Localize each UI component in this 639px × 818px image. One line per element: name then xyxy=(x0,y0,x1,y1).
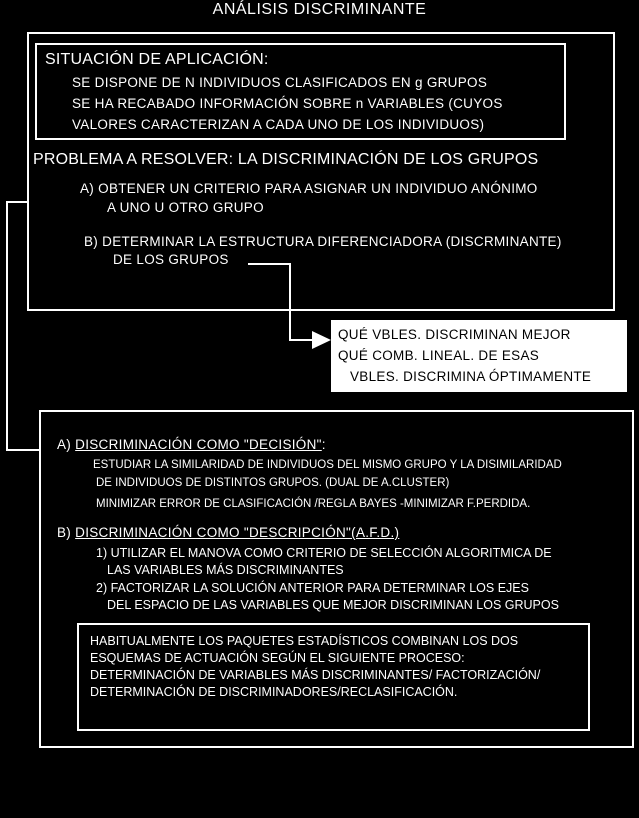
note-line-2: ESQUEMAS DE ACTUACIÓN SEGÚN EL SIGUIENTE PROCESO: xyxy=(90,651,465,665)
decision-line-2: DE INDIVIDUOS DE DISTINTOS GRUPOS. (DUAL DE A.CLUSTER) xyxy=(96,477,450,489)
situation-line-2: SE HA RECABADO INFORMACIÓN SOBRE n VARIABLES (CUYOS xyxy=(72,96,503,111)
arrow-head-icon xyxy=(312,331,331,349)
problem-a-line-1: A) OBTENER UN CRITERIO PARA ASIGNAR UN INDIVIDUO ANÓNIMO xyxy=(80,181,538,196)
situation-line-3: VALORES CARACTERIZAN A CADA UNO DE LOS INDIVIDUOS) xyxy=(72,117,485,132)
decision-heading-row xyxy=(57,437,326,452)
callout-line-1: QUÉ VBLES. DISCRIMINAN MEJOR xyxy=(338,327,571,342)
decision-line-1: ESTUDIAR LA SIMILARIDAD DE INDIVIDUOS DEL MISMO GRUPO Y LA DISIMILARIDAD xyxy=(93,459,562,471)
description-line-1: 1) UTILIZAR EL MANOVA COMO CRITERIO DE SELECCIÓN ALGORITMICA DE xyxy=(96,546,552,560)
description-line-4: DEL ESPACIO DE LAS VARIABLES QUE MEJOR DISCRIMINAN LOS GRUPOS xyxy=(107,598,559,612)
callout-line-2: QUÉ COMB. LINEAL. DE ESAS xyxy=(338,348,540,363)
description-prefix: B) xyxy=(57,525,76,540)
note-line-1: HABITUALMENTE LOS PAQUETES ESTADÍSTICOS COMBINAN LOS DOS xyxy=(90,634,519,648)
description-heading: DISCRIMINACIÓN COMO "DESCRIPCIÓN"(A.F.D.) xyxy=(75,525,400,540)
problem-a-line-2: A UNO U OTRO GRUPO xyxy=(107,200,264,215)
problem-b-line-1: B) DETERMINAR LA ESTRUCTURA DIFERENCIADORA (DISCRMINANTE) xyxy=(84,234,562,249)
note-line-4: DETERMINACIÓN DE DISCRIMINADORES/RECLASIFICACIÓN. xyxy=(90,685,458,699)
decision-line-3: MINIMIZAR ERROR DE CLASIFICACIÓN /REGLA BAYES -MINIMIZAR F.PERDIDA. xyxy=(96,498,531,510)
description-heading-row xyxy=(57,525,399,540)
problem-b-line-2: DE LOS GRUPOS xyxy=(113,252,229,267)
description-line-3: 2) FACTORIZAR LA SOLUCIÓN ANTERIOR PARA DETERMINAR LOS EJES xyxy=(96,581,529,595)
decision-suffix: : xyxy=(321,437,326,452)
connector-to-callout xyxy=(248,264,312,340)
left-bracket-connector xyxy=(7,202,40,450)
callout-line-3: VBLES. DISCRIMINA ÓPTIMAMENTE xyxy=(350,369,592,384)
page-title: ANÁLISIS DISCRIMINANTE xyxy=(212,1,427,18)
problem-heading: PROBLEMA A RESOLVER: LA DISCRIMINACIÓN DE LOS GRUPOS xyxy=(33,151,539,168)
situation-heading: SITUACIÓN DE APLICACIÓN: xyxy=(45,51,269,68)
note-line-3: DETERMINACIÓN DE VARIABLES MÁS DISCRIMINANTES/ FACTORIZACIÓN/ xyxy=(90,668,541,682)
situation-line-1: SE DISPONE DE N INDIVIDUOS CLASIFICADOS EN g GRUPOS xyxy=(72,75,488,90)
decision-heading: DISCRIMINACIÓN COMO "DECISIÓN" xyxy=(75,437,322,452)
decision-prefix: A) xyxy=(57,437,76,452)
description-line-2: LAS VARIABLES MÁS DISCRIMINANTES xyxy=(107,563,344,577)
